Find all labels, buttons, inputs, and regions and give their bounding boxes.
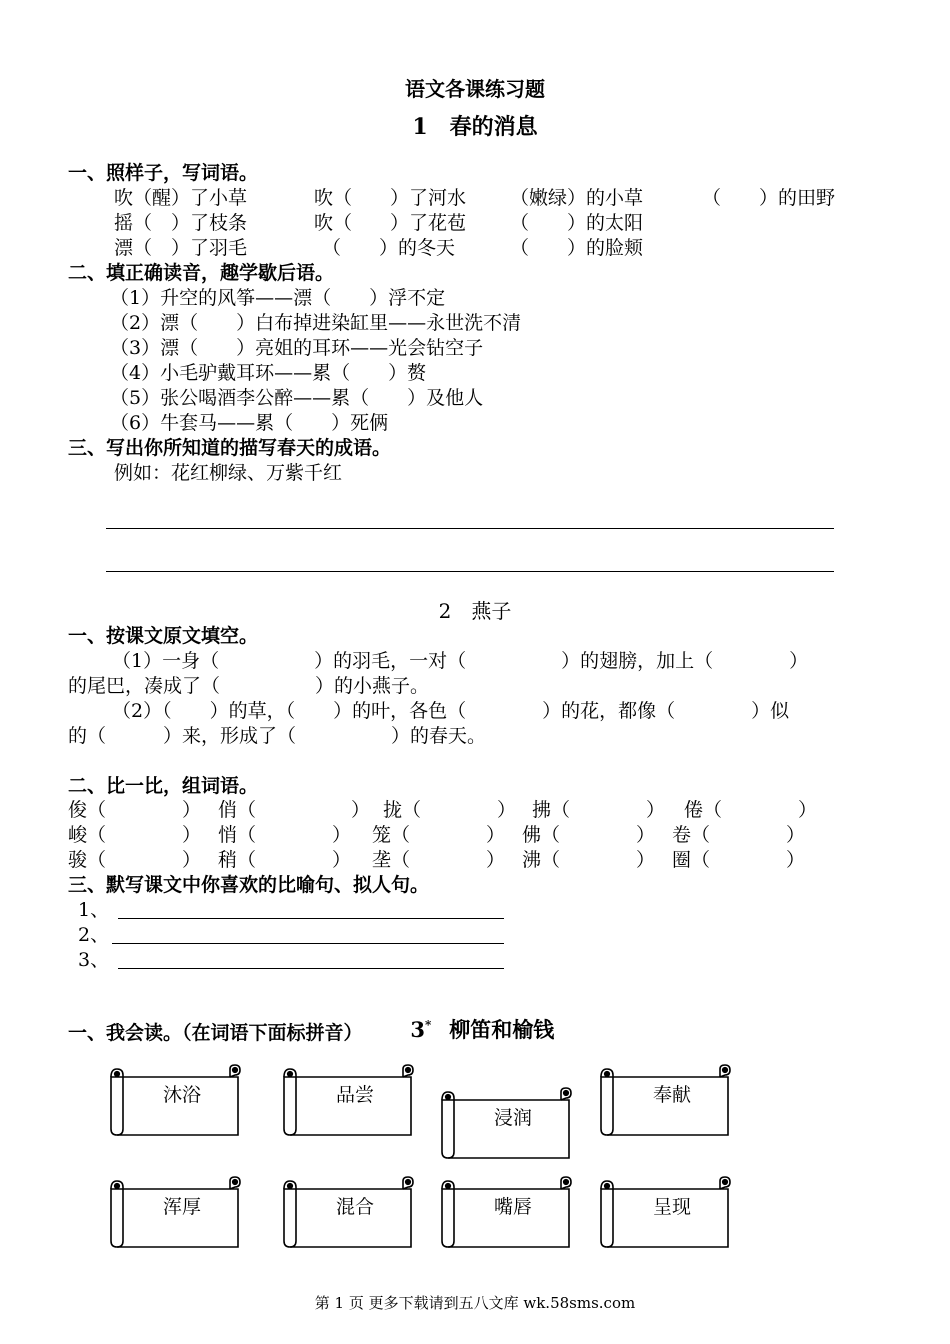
compare-word: 卷（ ） (672, 824, 806, 846)
word-blank: （ ）的脸颊 (510, 237, 644, 259)
word-blank: （ ）的冬天 (322, 237, 456, 259)
lesson1-section3-heading: 三、写出你所知道的描写春天的成语。 (68, 437, 392, 459)
compare-word: 倦（ ） (684, 799, 818, 821)
compare-word: 佛（ ） (522, 824, 656, 846)
compare-word: 笼（ ） (372, 824, 506, 846)
word-blank: 漂（ ）了羽毛 (114, 237, 248, 259)
word-blank: （ ）的太阳 (510, 212, 644, 234)
scroll-word: 呈现 (652, 1196, 691, 1218)
compare-word: 俊（ ） (68, 799, 202, 821)
compare-word: 拢（ ） (383, 799, 517, 821)
scroll-word: 浑厚 (162, 1196, 201, 1218)
fill-paragraph: （2）（ ）的草，（ ）的叶，各色（ ）的花，都像（ ）似 (112, 700, 790, 722)
sentence-number: 3、 (78, 949, 110, 971)
fill-paragraph: 的尾巴，凑成了（ ）的小燕子。 (68, 675, 430, 697)
scroll-word: 嘴唇 (493, 1196, 532, 1218)
word-example: （嫩绿）的小草 (510, 187, 644, 209)
compare-word: 稍（ ） (218, 849, 352, 871)
idiom-item: （3）漂（ ）亮姐的耳环——光会钻空子 (110, 337, 484, 359)
lesson2-section1-heading: 一、按课文原文填空。 (68, 625, 259, 647)
word-blank: 摇（ ）了枝条 (114, 212, 248, 234)
compare-word: 圈（ ） (672, 849, 806, 871)
example-text: 例如：花红柳绿、万紫千红 (114, 462, 343, 484)
lesson2-title: 2 燕子 (438, 599, 512, 623)
lesson3-section1-heading: 一、我会读。（在词语下面标拼音） (68, 1022, 363, 1044)
scroll-card (437, 1175, 575, 1249)
scroll-card (596, 1175, 734, 1249)
idiom-item: （5）张公喝酒李公醉——累（ ）及他人 (110, 387, 484, 409)
word-blank: 吹（ ）了河水 (314, 187, 467, 209)
scroll-card (596, 1063, 734, 1137)
compare-word: 拂（ ） (532, 799, 666, 821)
scroll-card (279, 1063, 417, 1137)
compare-word: 垄（ ） (372, 849, 506, 871)
lesson2-section3-heading: 三、默写课文中你喜欢的比喻句、拟人句。 (68, 874, 430, 896)
answer-line[interactable] (106, 528, 834, 529)
sentence-number: 2、 (78, 924, 110, 946)
lesson2-section2-heading: 二、比一比，组词语。 (68, 775, 259, 797)
word-blank: 吹（ ）了花苞 (314, 212, 467, 234)
scroll-word: 奉献 (652, 1084, 691, 1106)
scroll-word: 混合 (335, 1196, 374, 1218)
idiom-item: （1）升空的风筝——漂（ ）浮不定 (110, 287, 446, 309)
lesson3-star: * (424, 1018, 432, 1032)
compare-word: 峻（ ） (68, 824, 202, 846)
document-title: 语文各课练习题 (405, 77, 545, 101)
compare-word: 悄（ ） (218, 824, 352, 846)
word-example: 吹（醒）了小草 (114, 187, 248, 209)
answer-line[interactable] (118, 968, 504, 969)
scroll-word: 沐浴 (162, 1084, 201, 1106)
sentence-number: 1、 (78, 899, 110, 921)
scroll-card (279, 1175, 417, 1249)
idiom-item: （4）小毛驴戴耳环——累（ ）赘 (110, 362, 427, 384)
answer-line[interactable] (112, 943, 504, 944)
lesson3-number: 3 (410, 1017, 425, 1042)
scroll-card (437, 1086, 575, 1160)
lesson1-section1-heading: 一、照样子，写词语。 (68, 162, 259, 184)
lesson3-name: 柳笛和榆钱 (449, 1017, 555, 1042)
page-footer: 第 1 页 更多下载请到五八文库 wk.58sms.com (314, 1294, 636, 1312)
lesson1-section2-heading: 二、填正确读音，趣学歇后语。 (68, 262, 335, 284)
word-blank: （ ）的田野 (702, 187, 836, 209)
scroll-word: 品尝 (335, 1084, 374, 1106)
idiom-item: （2）漂（ ）白布掉进染缸里——永世洗不清 (110, 312, 522, 334)
lesson1-title: 1 春的消息 (412, 114, 538, 140)
scroll-card (106, 1063, 244, 1137)
scroll-word: 浸润 (493, 1107, 532, 1129)
compare-word: 骏（ ） (68, 849, 202, 871)
scroll-card (106, 1175, 244, 1249)
idiom-item: （6）牛套马——累（ ）死俩 (110, 412, 389, 434)
fill-paragraph: 的（ ）来，形成了（ ）的春天。 (68, 725, 487, 747)
fill-paragraph: （1）一身（ ）的羽毛，一对（ ）的翅膀，加上（ ） (112, 650, 809, 672)
answer-line[interactable] (118, 918, 504, 919)
compare-word: 俏（ ） (218, 799, 371, 821)
answer-line[interactable] (106, 571, 834, 572)
compare-word: 沸（ ） (522, 849, 656, 871)
